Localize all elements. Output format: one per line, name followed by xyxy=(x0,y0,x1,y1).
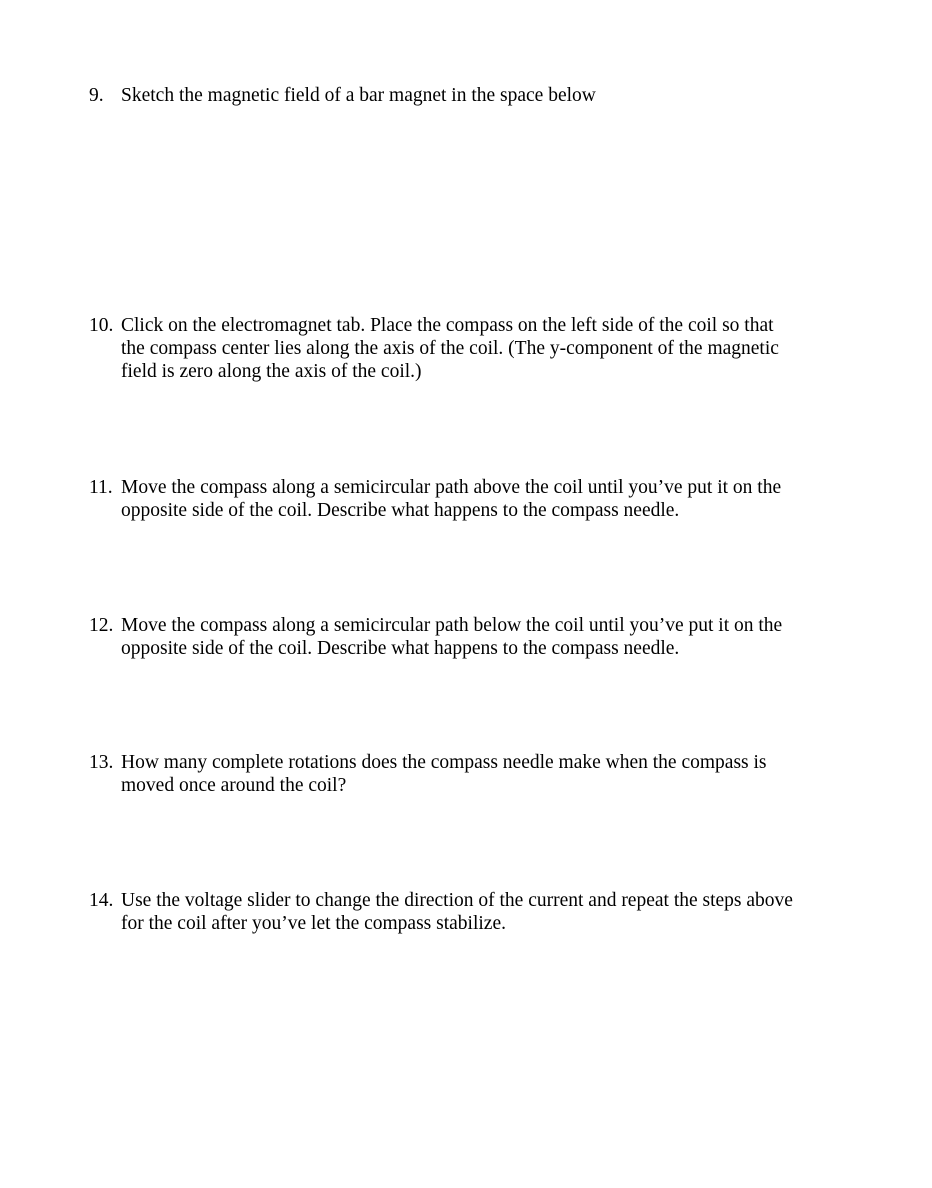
question-number: 12. xyxy=(89,615,114,636)
question-text: Sketch the magnetic field of a bar magnet in the space below xyxy=(121,85,596,106)
question-number: 14. xyxy=(89,890,114,911)
question-number: 9. xyxy=(89,85,104,106)
question-number: 10. xyxy=(89,315,114,336)
question-number: 11. xyxy=(89,477,113,498)
question-text: Move the compass along a semicircular path below the coil until you’ve put it on the opposite side of the coil. Describe what happens to the compass needle. xyxy=(121,615,783,659)
question-number: 13. xyxy=(89,752,114,773)
question-13 xyxy=(89,751,829,797)
question-9 xyxy=(89,84,829,107)
question-10 xyxy=(89,314,829,383)
question-text: Use the voltage slider to change the direction of the current and repeat the steps above for the coil after you’ve let the compass stabilize. xyxy=(121,890,793,934)
question-12 xyxy=(89,614,829,660)
question-text: Move the compass along a semicircular path above the coil until you’ve put it on the opposite side of the coil. Describe what happens to the compass needle. xyxy=(121,477,782,521)
question-14 xyxy=(89,889,829,935)
question-11 xyxy=(89,476,829,522)
question-text: How many complete rotations does the compass needle make when the compass is moved once around the coil? xyxy=(121,752,767,796)
question-text: Click on the electromagnet tab. Place the compass on the left side of the coil so that the compass center lies along the axis of the coil. (The y-component of the magnetic field is zero along the axis of the coil.) xyxy=(121,315,779,382)
